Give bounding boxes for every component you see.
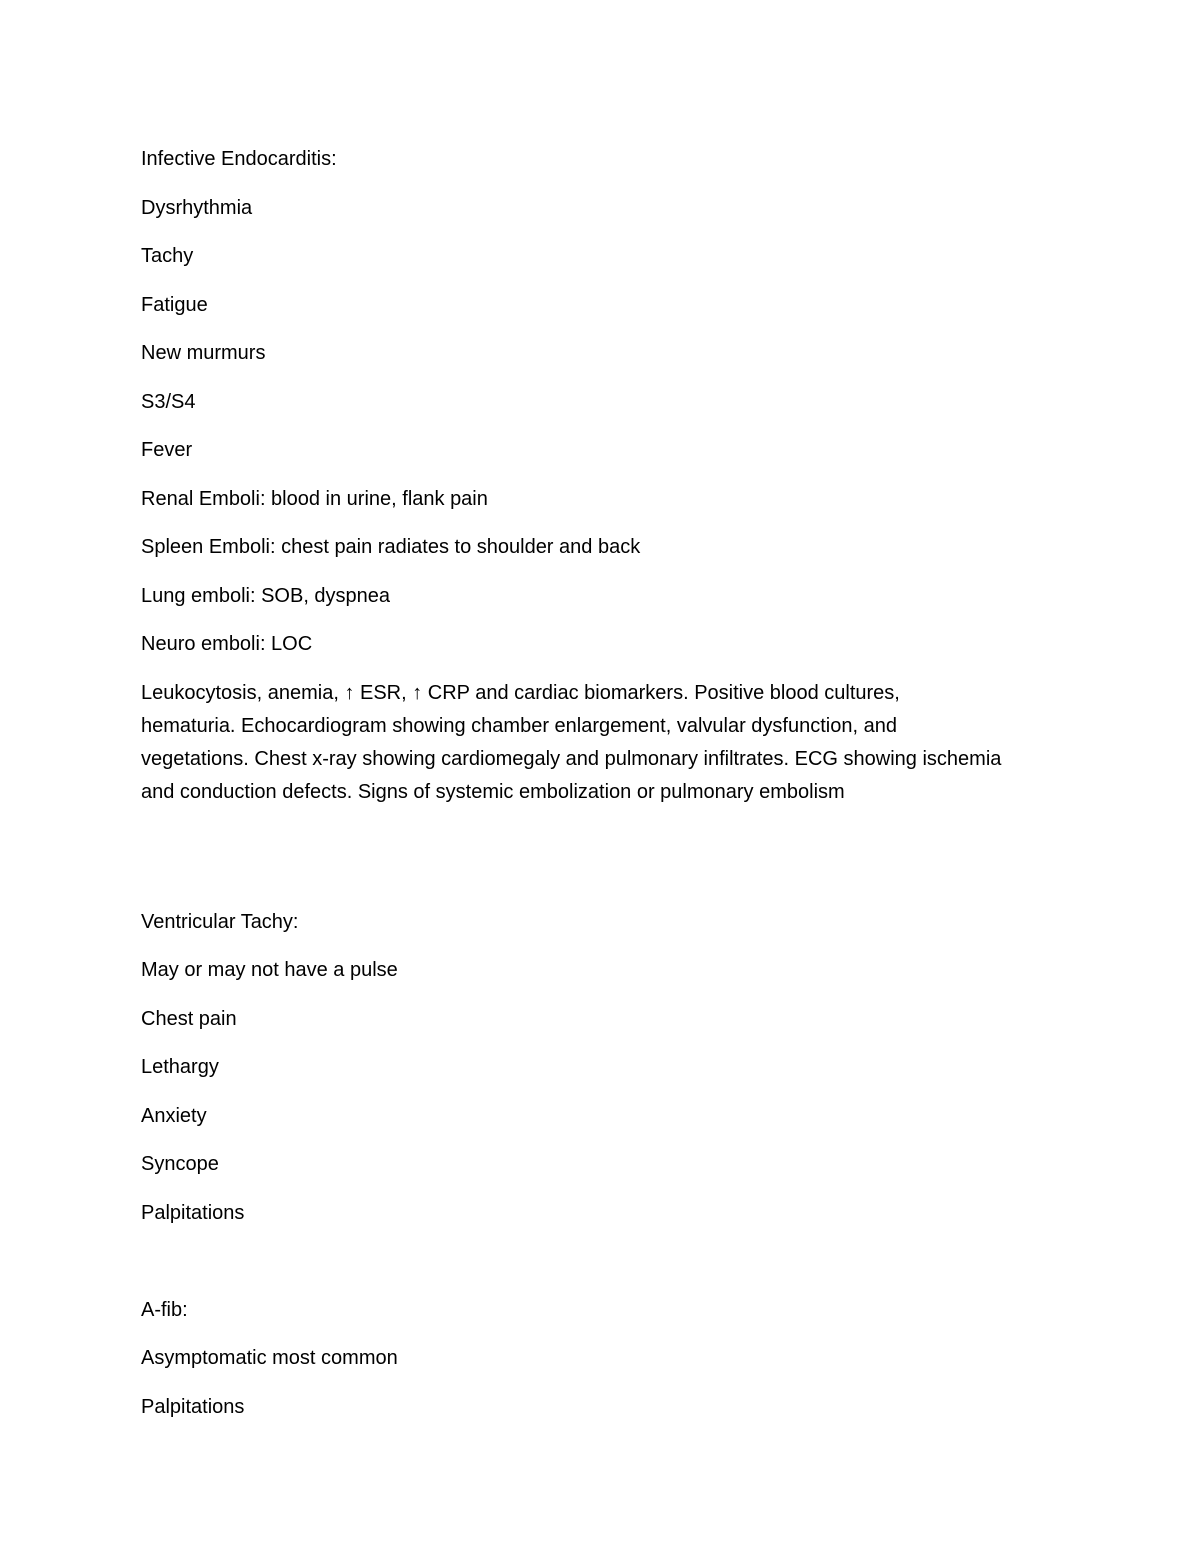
list-item: Dysrhythmia [141,196,253,219]
list-item: May or may not have a pulse [141,959,398,981]
list-item: Anxiety [141,1104,207,1127]
document-content [141,143,1071,1439]
list-item: S3/S4 [141,390,196,413]
paragraph-line: hematuria. Echocardiogram showing chamber enlargement, valvular dysfunction, and [141,714,897,737]
list-item: Palpitations [141,1395,245,1418]
list-item: Fatigue [141,293,208,316]
section-heading-infective-endocarditis: Infective Endocarditis: [141,148,337,170]
list-item: Palpitations [141,1201,245,1224]
blank-line [141,857,1071,906]
findings-paragraph [141,677,1071,809]
list-item: Spleen Emboli: chest pain radiates to shoulder and back [141,536,641,558]
paragraph-line: vegetations. Chest x-ray showing cardiomegaly and pulmonary infiltrates. ECG showing ischemia [141,747,1002,770]
list-item: Lethargy [141,1056,219,1078]
list-item: Neuro emboli: LOC [141,633,313,655]
list-item: Fever [141,439,193,461]
list-item: Chest pain [141,1007,237,1030]
section-heading-a-fib: A-fib: [141,1298,188,1321]
list-item: Asymptomatic most common [141,1347,398,1369]
list-item: Lung emboli: SOB, dyspnea [141,584,391,607]
paragraph-line: Leukocytosis, anemia, ↑ ESR, ↑ CRP and cardiac biomarkers. Positive blood cultures, [141,681,900,704]
list-item: Tachy [141,245,194,267]
list-item: Syncope [141,1153,219,1175]
blank-line [141,1245,1071,1294]
blank-line [141,809,1071,858]
list-item: Renal Emboli: blood in urine, flank pain [141,487,488,510]
section-heading-ventricular-tachy: Ventricular Tachy: [141,910,299,933]
paragraph-line: and conduction defects. Signs of systemic embolization or pulmonary embolism [141,780,845,803]
list-item: New murmurs [141,342,266,364]
